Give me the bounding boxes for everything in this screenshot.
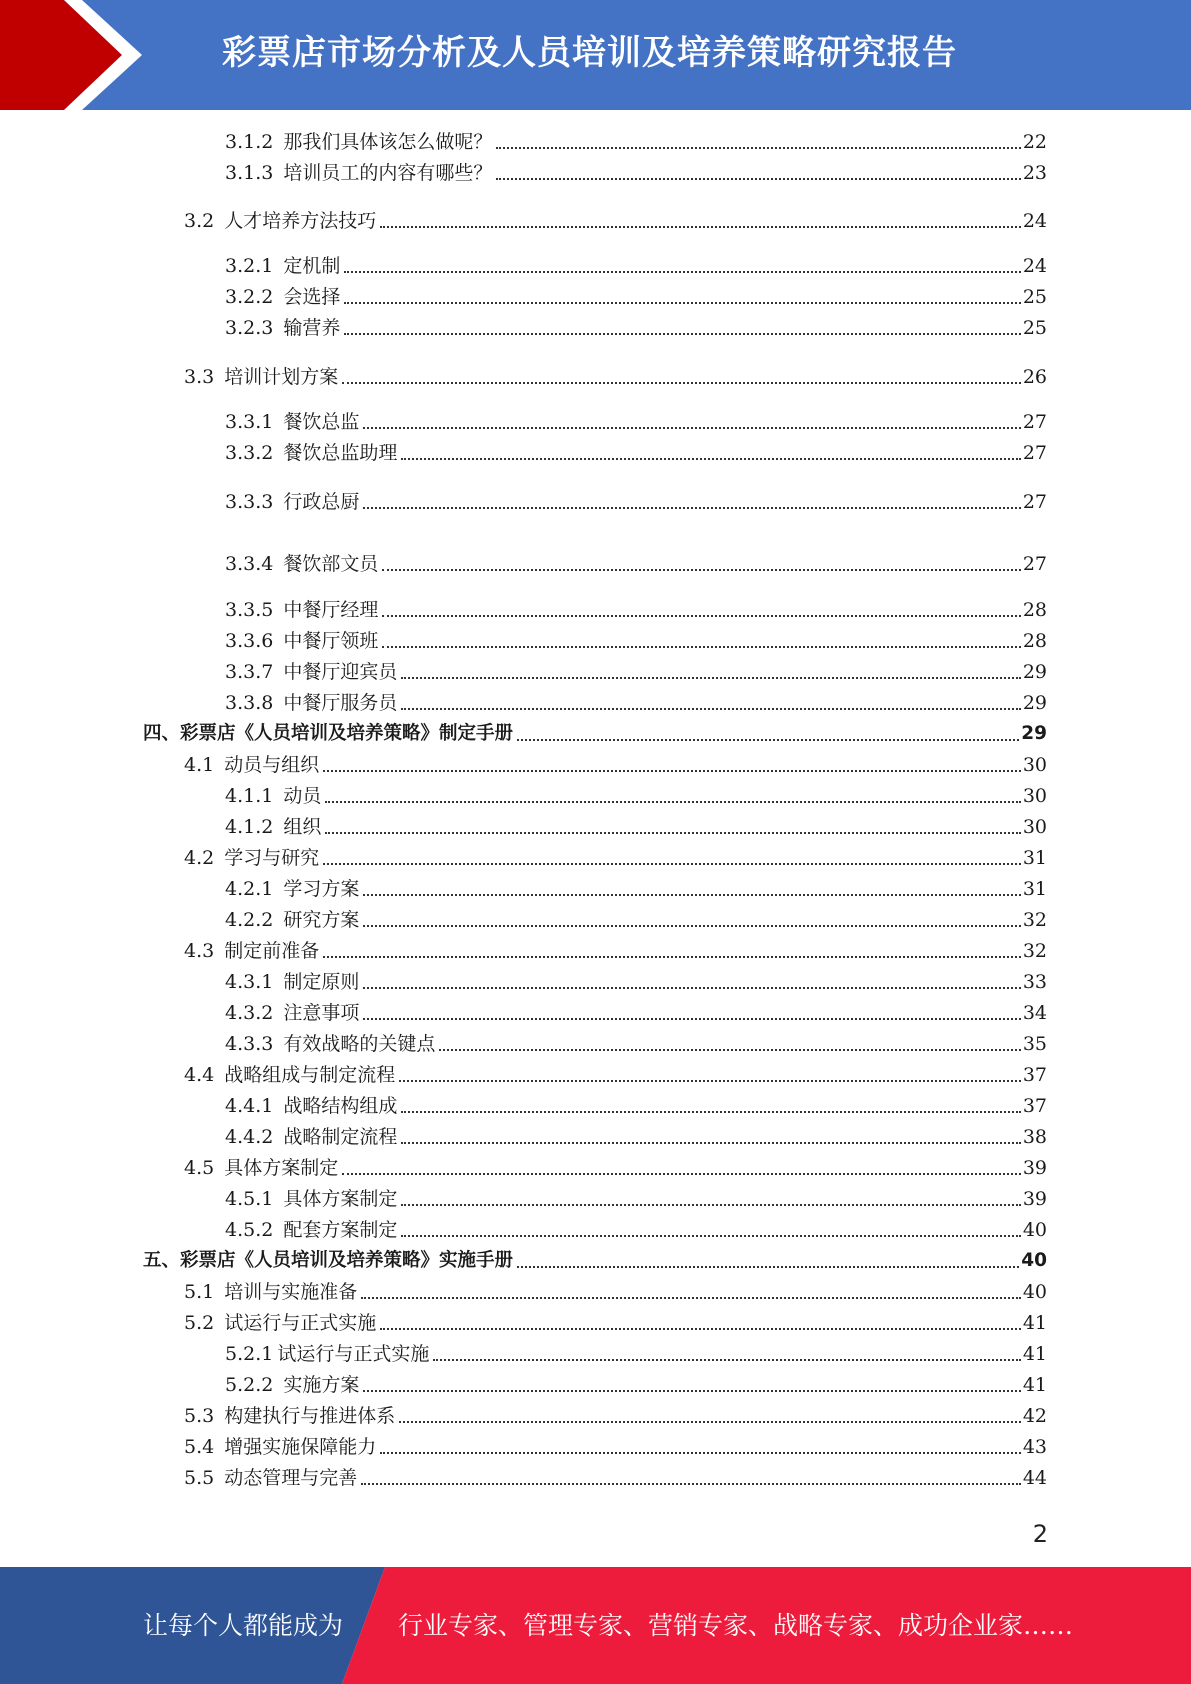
toc-entry-page: 28 (1022, 599, 1047, 621)
toc-entry-number: 3.2.3 (225, 317, 274, 339)
toc-entry-number: 4.3.2 (225, 1002, 274, 1024)
toc-entry[interactable] (184, 208, 1047, 234)
toc-dot-leader (399, 1080, 1021, 1082)
toc-entry-number: 4.1.2 (225, 816, 274, 838)
toc-entry[interactable] (225, 969, 1047, 995)
toc-dot-leader (323, 956, 1021, 958)
toc-entry-title: 餐饮总监助理 (283, 442, 398, 464)
toc-dot-leader (382, 569, 1020, 571)
toc-entry-number: 4.5.1 (225, 1188, 274, 1210)
toc-entry-number: 4.5 (184, 1157, 215, 1179)
toc-entry-page: 30 (1022, 785, 1047, 807)
toc-entry-page: 24 (1022, 255, 1047, 277)
toc-entry-title: 培训员工的内容有哪些？ (283, 162, 493, 184)
toc-entry-number: 5.1 (184, 1281, 215, 1303)
toc-entry-page: 41 (1022, 1374, 1047, 1396)
toc-entry[interactable] (225, 1124, 1047, 1150)
toc-entry-number: 4.1 (184, 754, 215, 776)
toc-entry[interactable] (225, 315, 1047, 341)
toc-entry[interactable] (225, 253, 1047, 279)
page-number: 2 (1032, 1520, 1048, 1548)
toc-entry[interactable] (225, 597, 1047, 623)
toc-dot-leader (325, 832, 1020, 834)
toc-entry-page: 23 (1022, 162, 1047, 184)
toc-entry-number: 4.3.1 (225, 971, 274, 993)
toc-entry-number: 3.3.3 (225, 491, 274, 513)
toc-entry-number: 4.3.3 (225, 1033, 274, 1055)
toc-entry-title: 餐饮总监 (283, 411, 360, 433)
toc-dot-leader (361, 1483, 1021, 1485)
toc-entry-page: 40 (1022, 1219, 1047, 1241)
toc-dot-leader (401, 1111, 1020, 1113)
toc-entry-number: 3.3.7 (225, 661, 274, 683)
toc-entry[interactable] (184, 1279, 1047, 1305)
toc-entry-number: 3.2 (184, 210, 215, 232)
toc-entry[interactable] (225, 489, 1047, 515)
toc-dot-leader (382, 615, 1020, 617)
toc-entry-number: 4.3 (184, 940, 215, 962)
toc-entry-page: 41 (1022, 1312, 1047, 1334)
toc-entry-page: 39 (1022, 1188, 1047, 1210)
toc-entry-page: 27 (1022, 491, 1047, 513)
toc-entry-title: 那我们具体该怎么做呢？ (283, 131, 493, 153)
document-title: 彩票店市场分析及人员培训及培养策略研究报告 (222, 33, 957, 73)
toc-entry[interactable] (184, 1310, 1047, 1336)
toc-entry-title: 彩票店《人员培训及培养策略》实施手册 (180, 1250, 514, 1271)
toc-entry[interactable] (184, 1403, 1047, 1429)
toc-dot-leader (401, 708, 1020, 710)
toc-entry-title: 中餐厅经理 (283, 599, 379, 621)
toc-dot-leader (323, 863, 1021, 865)
toc-entry[interactable] (225, 907, 1047, 933)
toc-entry-title: 培训与实施准备 (224, 1281, 358, 1303)
toc-dot-leader (399, 1421, 1021, 1423)
toc-entry-number: 5.3 (184, 1405, 215, 1427)
toc-entry-page: 35 (1022, 1033, 1047, 1055)
toc-entry[interactable] (184, 752, 1047, 778)
toc-entry-title: 实施方案 (283, 1374, 360, 1396)
toc-dot-leader (344, 302, 1020, 304)
toc-entry-title: 具体方案制定 (283, 1188, 398, 1210)
toc-entry-title: 制定前准备 (224, 940, 320, 962)
toc-entry-page: 26 (1022, 366, 1047, 388)
toc-entry-title: 输营养 (283, 317, 341, 339)
toc-entry-number: 3.3.5 (225, 599, 274, 621)
toc-entry-title: 研究方案 (283, 909, 360, 931)
toc-entry-number: 5.4 (184, 1436, 215, 1458)
toc-entry-number: 3.1.2 (225, 131, 274, 153)
toc-entry-title: 会选择 (283, 286, 341, 308)
toc-entry-page: 43 (1022, 1436, 1047, 1458)
toc-entry-page: 44 (1022, 1467, 1047, 1489)
toc-entry-title: 试运行与正式实施 (277, 1343, 430, 1365)
toc-entry-page: 28 (1022, 630, 1047, 652)
toc-entry[interactable] (184, 845, 1047, 871)
toc-entry-page: 32 (1022, 940, 1047, 962)
toc-dot-leader (380, 226, 1021, 228)
toc-dot-leader (361, 1297, 1021, 1299)
toc-entry[interactable] (225, 160, 1047, 186)
toc-dot-leader (363, 427, 1020, 429)
toc-entry-page: 24 (1022, 210, 1047, 232)
toc-entry[interactable] (225, 1372, 1047, 1398)
toc-entry-number: 3.3.2 (225, 442, 274, 464)
toc-dot-leader (496, 178, 1020, 180)
toc-dot-leader (325, 801, 1020, 803)
toc-entry-page: 29 (1022, 661, 1047, 683)
footer-banner (0, 1567, 1191, 1684)
toc-entry-number: 5.2.2 (225, 1374, 274, 1396)
toc-entry-page: 30 (1022, 816, 1047, 838)
toc-entry-page: 34 (1022, 1002, 1047, 1024)
toc-entry-number: 3.3.4 (225, 553, 274, 575)
toc-entry-number: 3.3.8 (225, 692, 274, 714)
toc-entry[interactable] (225, 628, 1047, 654)
toc-entry-number: 5.2 (184, 1312, 215, 1334)
toc-entry-title: 彩票店《人员培训及培养策略》制定手册 (180, 723, 514, 744)
toc-entry-number: 五、 (143, 1250, 181, 1271)
toc-entry-number: 5.2.1 (225, 1343, 274, 1365)
toc-dot-leader (344, 271, 1020, 273)
toc-dot-leader (401, 458, 1020, 460)
toc-entry-page: 29 (1021, 723, 1047, 744)
toc-entry[interactable] (143, 1248, 1047, 1274)
footer-slogan-right: 行业专家、管理专家、营销专家、战略专家、成功企业家…… (398, 1611, 1074, 1640)
toc-entry[interactable] (225, 1031, 1047, 1057)
toc-entry-title: 中餐厅迎宾员 (283, 661, 398, 683)
toc-entry[interactable] (184, 364, 1047, 390)
toc-dot-leader (382, 646, 1020, 648)
toc-entry[interactable] (225, 409, 1047, 435)
toc-entry-page: 27 (1022, 553, 1047, 575)
toc-entry[interactable] (225, 690, 1047, 716)
toc-entry-title: 增强实施保障能力 (224, 1436, 377, 1458)
toc-dot-leader (433, 1359, 1020, 1361)
toc-entry-page: 29 (1022, 692, 1047, 714)
toc-dot-leader (517, 739, 1019, 741)
toc-dot-leader (380, 1452, 1021, 1454)
toc-entry[interactable] (225, 783, 1047, 809)
toc-entry-number: 3.1.3 (225, 162, 274, 184)
toc-entry-page: 30 (1022, 754, 1047, 776)
toc-entry-title: 战略制定流程 (283, 1126, 398, 1148)
toc-entry[interactable] (225, 1341, 1047, 1367)
toc-entry-number: 四、 (143, 723, 181, 744)
toc-entry[interactable] (225, 129, 1047, 155)
toc-entry-title: 行政总厨 (283, 491, 360, 513)
toc-entry-page: 22 (1022, 131, 1047, 153)
toc-entry-title: 动员与组织 (224, 754, 320, 776)
toc-entry-title: 试运行与正式实施 (224, 1312, 377, 1334)
toc-entry-page: 33 (1022, 971, 1047, 993)
toc-entry-page: 39 (1022, 1157, 1047, 1179)
toc-dot-leader (363, 507, 1020, 509)
toc-entry-number: 4.5.2 (225, 1219, 274, 1241)
toc-entry-page: 40 (1021, 1250, 1047, 1271)
toc-entry-page: 41 (1022, 1343, 1047, 1365)
toc-entry[interactable] (225, 440, 1047, 466)
toc-entry-page: 27 (1022, 442, 1047, 464)
toc-entry-title: 组织 (283, 816, 322, 838)
toc-entry[interactable] (225, 1186, 1047, 1212)
toc-entry[interactable] (225, 814, 1047, 840)
toc-entry-title: 动态管理与完善 (224, 1467, 358, 1489)
toc-dot-leader (401, 1235, 1020, 1237)
toc-entry[interactable] (184, 938, 1047, 964)
toc-entry-title: 配套方案制定 (283, 1219, 398, 1241)
toc-entry-title: 人才培养方法技巧 (224, 210, 377, 232)
toc-entry-number: 4.4.2 (225, 1126, 274, 1148)
toc-entry-page: 25 (1022, 317, 1047, 339)
toc-entry[interactable] (184, 1155, 1047, 1181)
toc-entry-title: 构建执行与推进体系 (224, 1405, 396, 1427)
toc-dot-leader (363, 1390, 1020, 1392)
toc-entry-title: 动员 (283, 785, 322, 807)
toc-entry-number: 4.4 (184, 1064, 215, 1086)
toc-entry-number: 4.1.1 (225, 785, 274, 807)
toc-entry-page: 38 (1022, 1126, 1047, 1148)
toc-entry[interactable] (225, 659, 1047, 685)
toc-entry-title: 定机制 (283, 255, 341, 277)
toc-dot-leader (380, 1328, 1021, 1330)
toc-dot-leader (401, 1142, 1020, 1144)
toc-entry-number: 5.5 (184, 1467, 215, 1489)
toc-entry[interactable] (143, 721, 1047, 747)
toc-entry[interactable] (225, 1217, 1047, 1243)
toc-entry-number: 3.3.6 (225, 630, 274, 652)
toc-dot-leader (363, 925, 1020, 927)
toc-entry-number: 4.2.1 (225, 878, 274, 900)
toc-entry-number: 4.2.2 (225, 909, 274, 931)
toc-entry-title: 培训计划方案 (224, 366, 339, 388)
toc-entry-title: 餐饮部文员 (283, 553, 379, 575)
toc-dot-leader (323, 770, 1021, 772)
toc-entry-title: 制定原则 (283, 971, 360, 993)
toc-entry[interactable] (184, 1062, 1047, 1088)
toc-entry-page: 32 (1022, 909, 1047, 931)
toc-entry-title: 战略组成与制定流程 (224, 1064, 396, 1086)
toc-entry[interactable] (225, 1093, 1047, 1119)
footer-slogan-left: 让每个人都能成为 (143, 1611, 344, 1640)
toc-entry[interactable] (225, 551, 1047, 577)
toc-entry-number: 4.2 (184, 847, 215, 869)
toc-entry-number: 3.3.1 (225, 411, 274, 433)
toc-entry[interactable] (225, 284, 1047, 310)
toc-dot-leader (342, 382, 1021, 384)
toc-entry-number: 3.2.1 (225, 255, 274, 277)
toc-entry-title: 中餐厅服务员 (283, 692, 398, 714)
toc-dot-leader (344, 333, 1020, 335)
toc-dot-leader (363, 1018, 1020, 1020)
toc-entry-page: 37 (1022, 1095, 1047, 1117)
toc-entry-title: 注意事项 (283, 1002, 360, 1024)
toc-dot-leader (363, 987, 1020, 989)
toc-entry-page: 27 (1022, 411, 1047, 433)
toc-dot-leader (496, 147, 1020, 149)
toc-entry-page: 31 (1022, 847, 1047, 869)
toc-entry-page: 31 (1022, 878, 1047, 900)
toc-entry-number: 3.3 (184, 366, 215, 388)
toc-entry[interactable] (184, 1434, 1047, 1460)
toc-entry-page: 42 (1022, 1405, 1047, 1427)
toc-entry-title: 有效战略的关键点 (283, 1033, 436, 1055)
toc-entry-number: 3.2.2 (225, 286, 274, 308)
toc-entry[interactable] (184, 1465, 1047, 1491)
toc-entry-title: 中餐厅领班 (283, 630, 379, 652)
toc-dot-leader (401, 1204, 1020, 1206)
toc-entry-title: 战略结构组成 (283, 1095, 398, 1117)
toc-entry-number: 4.4.1 (225, 1095, 274, 1117)
toc-entry-page: 37 (1022, 1064, 1047, 1086)
toc-entry[interactable] (225, 1000, 1047, 1026)
toc-entry-title: 学习与研究 (224, 847, 320, 869)
toc-dot-leader (517, 1266, 1019, 1268)
toc-entry-title: 具体方案制定 (224, 1157, 339, 1179)
toc-entry-page: 40 (1022, 1281, 1047, 1303)
toc-entry[interactable] (225, 876, 1047, 902)
toc-dot-leader (439, 1049, 1020, 1051)
toc-dot-leader (363, 894, 1020, 896)
toc-dot-leader (342, 1173, 1021, 1175)
toc-entry-page: 25 (1022, 286, 1047, 308)
toc-entry-title: 学习方案 (283, 878, 360, 900)
toc-dot-leader (401, 677, 1020, 679)
